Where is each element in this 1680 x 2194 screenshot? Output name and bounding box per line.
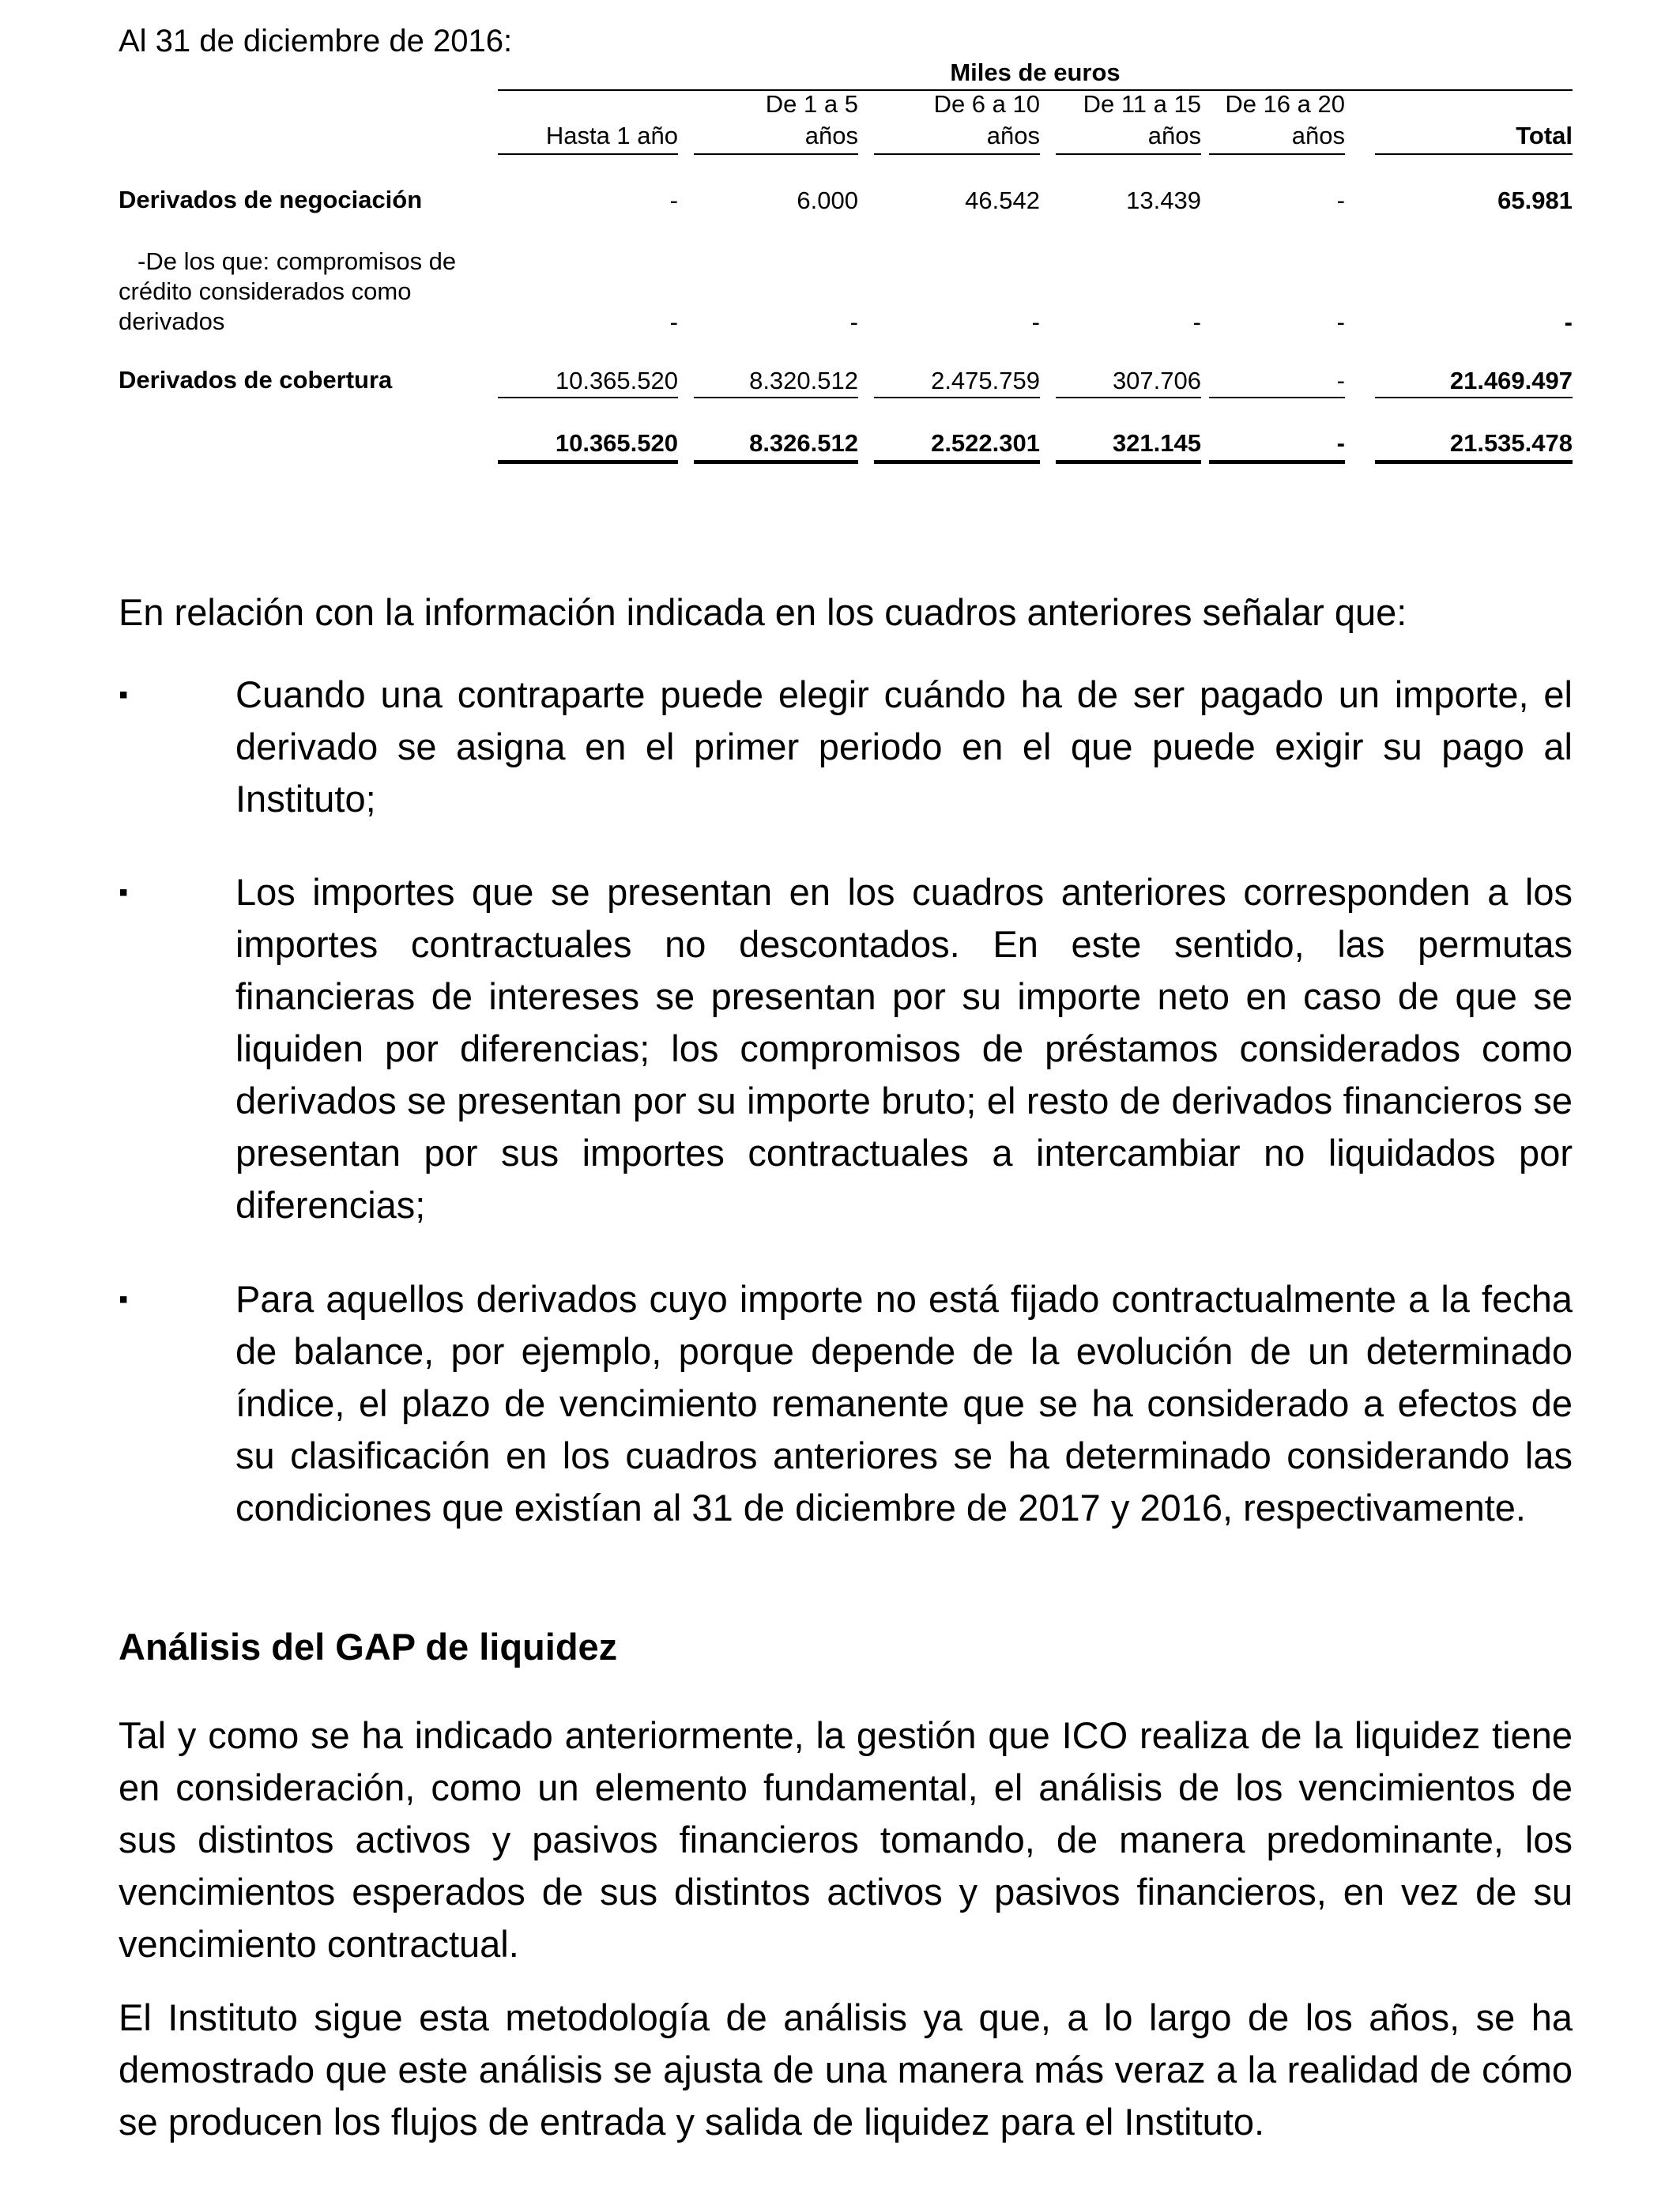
total-cell: 8.326.512: [749, 429, 858, 457]
table-cell: -: [1031, 308, 1040, 336]
total-rule: [1209, 460, 1345, 464]
col-rule-5: [1209, 153, 1345, 155]
row-label-compromisos: [119, 247, 498, 337]
total-rule: [694, 460, 858, 464]
total-cell: 10.365.520: [555, 429, 678, 457]
row-label-cobertura: Derivados de cobertura: [119, 366, 393, 394]
row-rule: [874, 397, 1040, 398]
total-cell: -: [1336, 429, 1345, 457]
table-cell-total: 65.981: [1497, 187, 1573, 214]
col-rule-1: [498, 153, 678, 155]
col-rule-2: [694, 153, 858, 155]
intro-line: Al 31 de diciembre de 2016:: [119, 24, 513, 58]
total-cell: 2.522.301: [931, 429, 1040, 457]
col-header-11-15: De 11 a 15 años: [1083, 90, 1201, 149]
table-cell: 10.365.520: [555, 367, 678, 394]
col-header-total: Total: [1516, 122, 1573, 149]
row-label-line: -De los que: compromisos de: [137, 247, 457, 275]
col-header-16-20: De 16 a 20 años: [1225, 90, 1345, 149]
unit-header: Miles de euros: [950, 58, 1121, 86]
total-rule: [498, 460, 678, 464]
col-rule-4: [1056, 153, 1201, 155]
bullet-text-1: Cuando una contraparte puede elegir cuándo ha de ser pagado un importe, el derivado se asigna en el primer periodo en el que puede exigir su pago al Instituto;: [235, 673, 1573, 820]
table-cell: 13.439: [1126, 187, 1201, 214]
bullet-icon: ▪: [119, 1284, 129, 1314]
table-cell: -: [1192, 308, 1201, 336]
table-cell-total: 21.469.497: [1449, 367, 1573, 394]
table-cell-total: -: [1564, 308, 1573, 336]
table-cell: -: [669, 187, 678, 214]
table-cell: -: [669, 308, 678, 336]
col-header-6-10: De 6 a 10 años: [933, 90, 1040, 149]
total-cell: 321.145: [1112, 429, 1201, 457]
row-rule: [1056, 397, 1201, 398]
table-cell: 46.542: [965, 187, 1040, 214]
col-header-1-5: De 1 a 5 años: [765, 90, 858, 149]
table-cell: -: [1336, 308, 1345, 336]
table-cell: 6.000: [797, 187, 858, 214]
row-rule: [498, 397, 678, 398]
col-rule-3: [874, 153, 1040, 155]
col-rule-6: [1375, 153, 1573, 155]
row-rule: [1209, 397, 1345, 398]
bullet-text-3: Para aquellos derivados cuyo importe no está fijado contractualmente a la fecha de balance, por ejemplo, porque depende de la evolución de un determinado índice, el plazo de vencimiento remanente que se ha considerado a efectos de su clasificación en los cuadros anteriores se ha determinado considerando las condiciones que existían al 31 de diciembre de 2017 y 2016, respectivamente.: [235, 1278, 1573, 1529]
col-header-hasta-1: Hasta 1 año: [545, 122, 678, 149]
table-cell: 8.320.512: [749, 367, 858, 394]
section-paragraph-2: El Instituto sigue esta metodología de análisis ya que, a lo largo de los años, se ha demostrado que este análisis se ajusta de una manera más veraz a la realidad de cómo se producen los flujos de entrada y salida de liquidez para el Instituto.: [119, 1996, 1573, 2143]
table-cell: -: [849, 308, 858, 336]
table-cell: 307.706: [1112, 367, 1201, 394]
total-rule: [1056, 460, 1201, 464]
row-rule: [1375, 397, 1573, 398]
row-label-line: derivados: [119, 307, 225, 335]
table-cell: -: [1336, 367, 1345, 394]
bullet-icon: ▪: [119, 680, 129, 710]
table-cell: -: [1336, 187, 1345, 214]
section-paragraph-1: Tal y como se ha indicado anteriormente, la gestión que ICO realiza de la liquidez tiene en consideración, como un elemento fundamental, el análisis de los vencimientos de sus distintos activos y pasivos financieros tomando, de manera predominante, los vencimientos esperados de sus distintos activos y pasivos financieros, en vez de su vencimiento contractual.: [119, 1714, 1573, 1965]
row-label-negociacion: Derivados de negociación: [119, 186, 423, 213]
bullet-icon: ▪: [119, 877, 129, 907]
row-rule: [694, 397, 858, 398]
paragraph-intro: En relación con la información indicada en los cuadros anteriores señalar que:: [119, 591, 1407, 633]
total-rule: [874, 460, 1040, 464]
total-cell-grand: 21.535.478: [1449, 429, 1573, 457]
row-label-line: crédito considerados como: [119, 277, 412, 305]
section-heading: Análisis del GAP de liquidez: [119, 1626, 618, 1668]
table-cell: 2.475.759: [931, 367, 1040, 394]
bullet-text-2: Los importes que se presentan en los cuadros anteriores corresponden a los importes contractuales no descontados. En este sentido, las permutas financieras de intereses se presentan por su importe neto en caso de que se liquiden por diferencias; los compromisos de préstamos considerados como derivados se presentan por su importe bruto; el resto de derivados financieros se presentan por sus importes contractuales a intercambiar no liquidados por diferencias;: [235, 871, 1573, 1226]
total-rule: [1375, 460, 1573, 464]
